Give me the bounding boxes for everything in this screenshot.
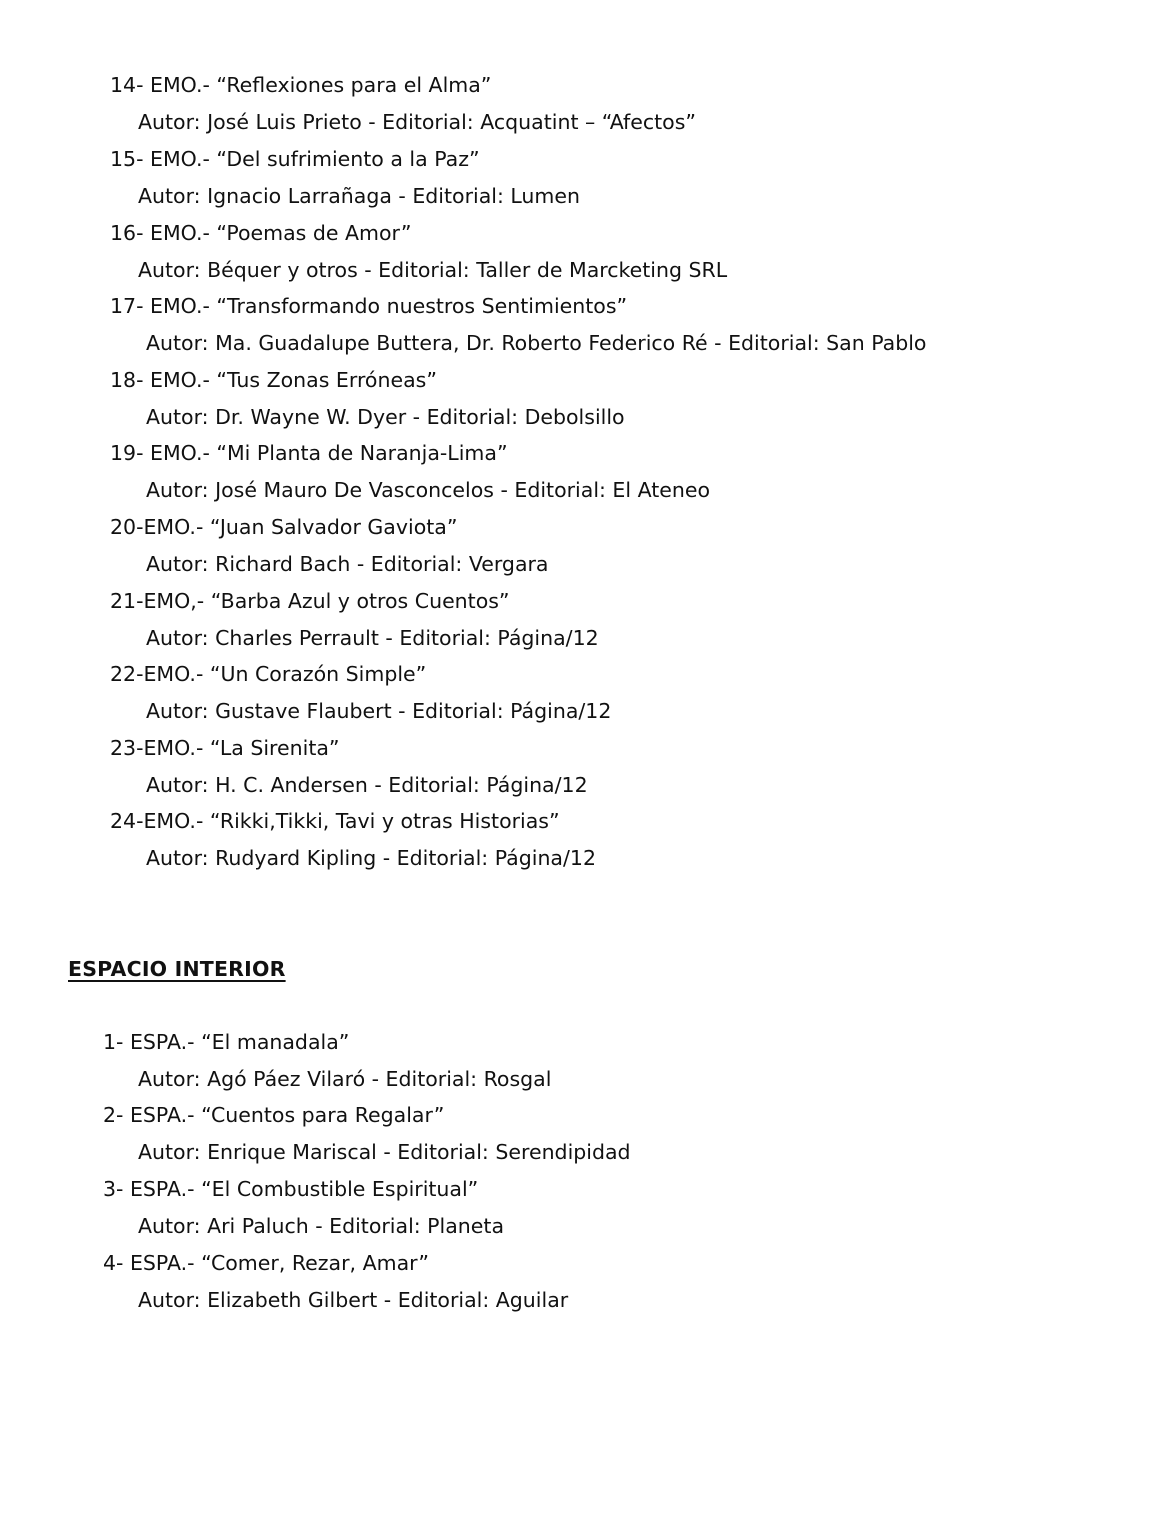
book-title: 24-EMO.- “Rikki,Tikki, Tavi y otras Historias” — [110, 809, 560, 833]
section-heading: ESPACIO INTERIOR — [68, 957, 286, 981]
book-author: Autor: Agó Páez Vilaró - Editorial: Rosgal — [138, 1067, 552, 1091]
book-title: 21-EMO,- “Barba Azul y otros Cuentos” — [110, 589, 510, 613]
book-author: Autor: H. C. Andersen - Editorial: Página/12 — [146, 773, 588, 797]
book-title: 16- EMO.- “Poemas de Amor” — [110, 221, 412, 245]
book-title: 1- ESPA.- “El manadala” — [103, 1030, 350, 1054]
book-title: 4- ESPA.- “Comer, Rezar, Amar” — [103, 1251, 430, 1275]
book-author: Autor: José Mauro De Vasconcelos - Editorial: El Ateneo — [146, 478, 711, 502]
book-title: 3- ESPA.- “El Combustible Espiritual” — [103, 1177, 479, 1201]
book-author: Autor: Enrique Mariscal - Editorial: Serendipidad — [138, 1140, 631, 1164]
book-author: Autor: Dr. Wayne W. Dyer - Editorial: Debolsillo — [146, 405, 625, 429]
book-author: Autor: Rudyard Kipling - Editorial: Página/12 — [146, 846, 596, 870]
book-author: Autor: Richard Bach - Editorial: Vergara — [146, 552, 549, 576]
book-author: Autor: Ari Paluch - Editorial: Planeta — [138, 1214, 505, 1238]
book-title: 20-EMO.- “Juan Salvador Gaviota” — [110, 515, 458, 539]
book-author: Autor: Gustave Flaubert - Editorial: Página/12 — [146, 699, 612, 723]
book-title: 17- EMO.- “Transformando nuestros Sentimientos” — [110, 294, 628, 318]
book-author: Autor: Ma. Guadalupe Buttera, Dr. Roberto Federico Ré - Editorial: San Pablo — [146, 331, 927, 355]
book-author: Autor: Charles Perrault - Editorial: Página/12 — [146, 626, 599, 650]
book-title: 18- EMO.- “Tus Zonas Erróneas” — [110, 368, 437, 392]
book-title: 2- ESPA.- “Cuentos para Regalar” — [103, 1103, 445, 1127]
book-title: 22-EMO.- “Un Corazón Simple” — [110, 662, 427, 686]
book-title: 14- EMO.- “Reflexiones para el Alma” — [110, 73, 492, 97]
book-author: Autor: José Luis Prieto - Editorial: Acquatint – “Afectos” — [138, 110, 697, 134]
book-author: Autor: Ignacio Larrañaga - Editorial: Lumen — [138, 184, 581, 208]
book-author: Autor: Béquer y otros - Editorial: Taller de Marcketing SRL — [138, 258, 728, 282]
book-title: 19- EMO.- “Mi Planta de Naranja-Lima” — [110, 441, 508, 465]
book-title: 15- EMO.- “Del sufrimiento a la Paz” — [110, 147, 480, 171]
book-author: Autor: Elizabeth Gilbert - Editorial: Aguilar — [138, 1288, 569, 1312]
book-title: 23-EMO.- “La Sirenita” — [110, 736, 340, 760]
